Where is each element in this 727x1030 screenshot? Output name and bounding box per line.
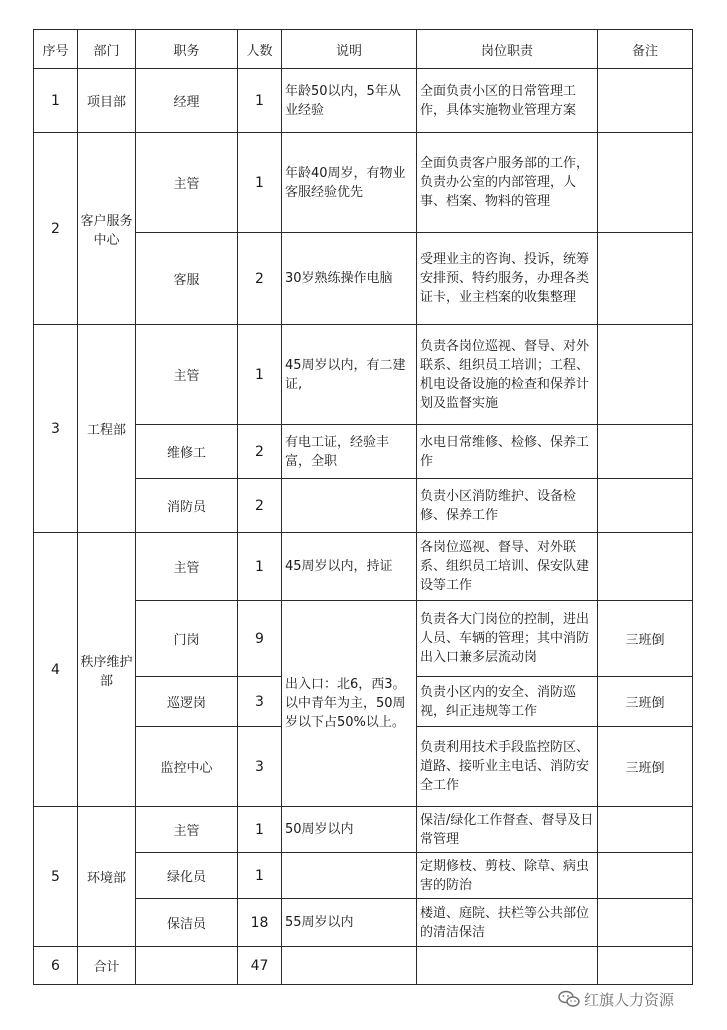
count-cell: 3 [238, 677, 282, 727]
role-cell: 经理 [136, 69, 238, 133]
duty-cell: 定期修枝、剪枝、除草、病虫害的防治 [417, 853, 598, 899]
role-cell: 门岗 [136, 601, 238, 677]
duty-cell: 各岗位巡视、督导、对外联系、组织员工培训、保安队建设等工作 [417, 533, 598, 601]
dept-name: 工程部 [78, 325, 136, 533]
role-cell: 巡逻岗 [136, 677, 238, 727]
note-cell [598, 899, 693, 947]
desc-cell: 30岁熟练操作电脑 [282, 233, 417, 325]
dept-name: 环境部 [78, 807, 136, 947]
desc-cell: 有电工证，经验丰富，全职 [282, 425, 417, 479]
total-count: 47 [238, 947, 282, 985]
dept-no: 2 [34, 133, 78, 325]
role-cell: 客服 [136, 233, 238, 325]
role-cell: 主管 [136, 533, 238, 601]
desc-cell: 50周岁以内 [282, 807, 417, 853]
role-cell: 主管 [136, 807, 238, 853]
dept-no: 4 [34, 533, 78, 807]
note-cell: 三班倒 [598, 727, 693, 807]
count-cell: 2 [238, 425, 282, 479]
desc-cell [282, 853, 417, 899]
duty-cell: 负责小区内的安全、消防巡视，纠正违规等工作 [417, 677, 598, 727]
staffing-table [33, 29, 693, 985]
count-cell: 1 [238, 533, 282, 601]
table-row [34, 69, 693, 133]
note-cell [598, 479, 693, 533]
empty-cell [136, 947, 238, 985]
duty-cell: 负责各大门岗位的控制，进出人员、车辆的管理；其中消防出入口兼多层流动岗 [417, 601, 598, 677]
dept-name: 秩序维护部 [78, 533, 136, 807]
header-role: 职务 [136, 30, 238, 69]
table-row [34, 133, 693, 233]
merged-desc-cell: 出入口：北6，西3。以中青年为主，50周岁以下占50%以上。 [282, 601, 417, 807]
duty-cell: 全面负责小区的日常管理工作，具体实施物业管理方案 [417, 69, 598, 133]
empty-cell [282, 947, 417, 985]
count-cell: 18 [238, 899, 282, 947]
duty-cell: 保洁/绿化工作督查、督导及日常管理 [417, 807, 598, 853]
role-cell: 主管 [136, 325, 238, 425]
desc-cell: 55周岁以内 [282, 899, 417, 947]
header-note: 备注 [598, 30, 693, 69]
table-row [34, 325, 693, 425]
dept-no: 1 [34, 69, 78, 133]
header-row [34, 30, 693, 69]
note-cell: 三班倒 [598, 677, 693, 727]
role-cell: 监控中心 [136, 727, 238, 807]
header-desc: 说明 [282, 30, 417, 69]
count-cell: 1 [238, 853, 282, 899]
note-cell [598, 807, 693, 853]
desc-cell: 45周岁以内，有二建证, [282, 325, 417, 425]
note-cell [598, 69, 693, 133]
empty-cell [598, 947, 693, 985]
role-cell: 绿化员 [136, 853, 238, 899]
duty-cell: 负责小区消防维护、设备检修、保养工作 [417, 479, 598, 533]
count-cell: 2 [238, 233, 282, 325]
total-row [34, 947, 693, 985]
dept-no: 5 [34, 807, 78, 947]
header-dept: 部门 [78, 30, 136, 69]
count-cell: 9 [238, 601, 282, 677]
watermark [558, 985, 727, 1013]
note-cell [598, 133, 693, 233]
note-cell [598, 233, 693, 325]
count-cell: 1 [238, 133, 282, 233]
count-cell: 1 [238, 325, 282, 425]
duty-cell: 负责各岗位巡视、督导、对外联系、组织员工培训；工程、机电设备设施的检查和保养计划及监督实施 [417, 325, 598, 425]
note-cell: 三班倒 [598, 601, 693, 677]
header-no: 序号 [34, 30, 78, 69]
dept-name: 客户服务中心 [78, 133, 136, 325]
note-cell [598, 325, 693, 425]
table-row [34, 533, 693, 601]
count-cell: 1 [238, 807, 282, 853]
count-cell: 2 [238, 479, 282, 533]
total-no: 6 [34, 947, 78, 985]
table-row [34, 807, 693, 853]
dept-name: 项目部 [78, 69, 136, 133]
note-cell [598, 853, 693, 899]
dept-no: 3 [34, 325, 78, 533]
role-cell: 保洁员 [136, 899, 238, 947]
note-cell [598, 425, 693, 479]
duty-cell: 楼道、庭院、扶栏等公共部位的清洁保洁 [417, 899, 598, 947]
duty-cell: 全面负责客户服务部的工作，负责办公室的内部管理，人事、档案、物料的管理 [417, 133, 598, 233]
role-cell: 主管 [136, 133, 238, 233]
note-cell [598, 533, 693, 601]
count-cell: 1 [238, 69, 282, 133]
wechat-icon [558, 990, 580, 1008]
header-count: 人数 [238, 30, 282, 69]
role-cell: 消防员 [136, 479, 238, 533]
total-label: 合计 [78, 947, 136, 985]
desc-cell: 45周岁以内，持证 [282, 533, 417, 601]
empty-cell [417, 947, 598, 985]
count-cell: 3 [238, 727, 282, 807]
desc-cell: 年龄40周岁，有物业客服经验优先 [282, 133, 417, 233]
duty-cell: 负责利用技术手段监控防区、道路、接听业主电话、消防安全工作 [417, 727, 598, 807]
desc-cell [282, 479, 417, 533]
role-cell: 维修工 [136, 425, 238, 479]
desc-cell: 年龄50以内，5年从业经验 [282, 69, 417, 133]
watermark-text: 红旗人力资源 [584, 990, 675, 1009]
duty-cell: 水电日常维修、检修、保养工作 [417, 425, 598, 479]
duty-cell: 受理业主的咨询、投诉，统筹安排预、特约服务，办理各类证卡，业主档案的收集整理 [417, 233, 598, 325]
header-duty: 岗位职责 [417, 30, 598, 69]
